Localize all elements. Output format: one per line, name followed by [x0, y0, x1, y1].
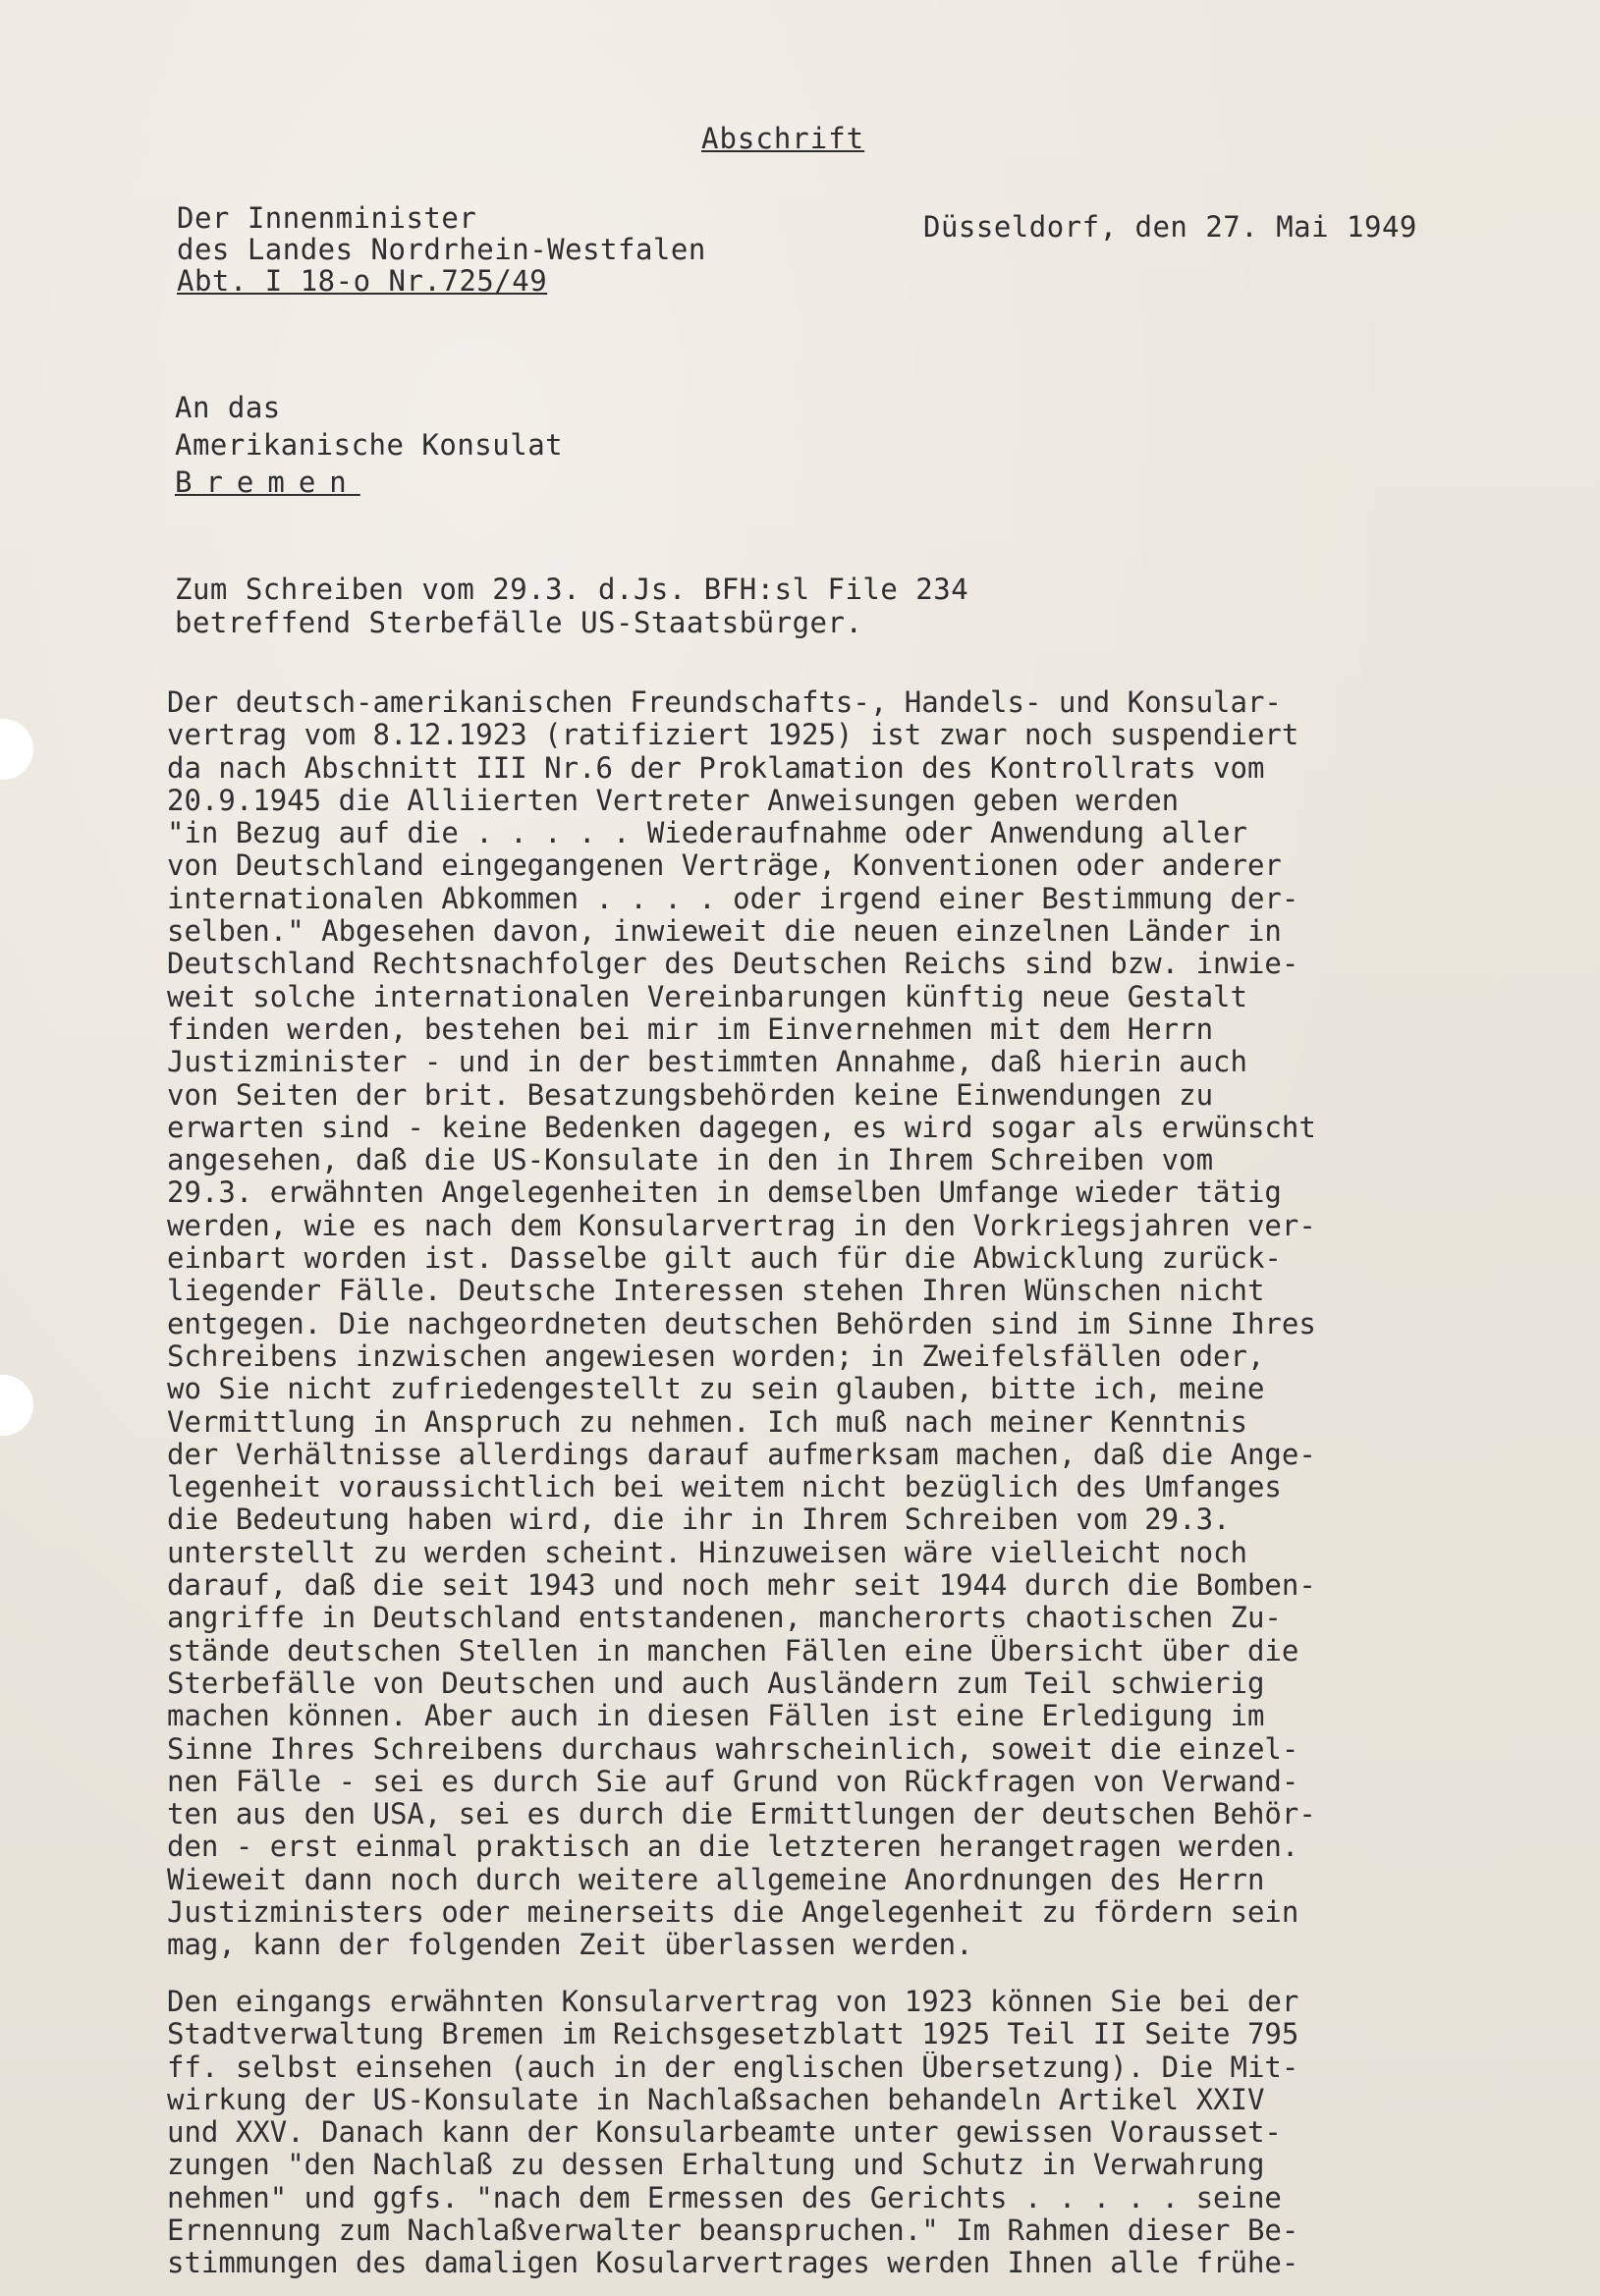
text-line: 20.9.1945 die Alliierten Vertreter Anweisungen geben werden — [167, 784, 1180, 817]
text-line: Justizminister - und in der bestimmten Annahme, daß hierin auch — [167, 1046, 1247, 1079]
text-line: ten aus den USA, sei es durch die Ermittlungen der deutschen Behör- — [167, 1798, 1316, 1831]
text-line: wirkung der US-Konsulate in Nachlaßsachen behandeln Artikel XXIV — [167, 2083, 1265, 2116]
text-line: legenheit voraussichtlich bei weitem nicht bezüglich des Umfanges — [167, 1471, 1282, 1504]
text-line: Stadtverwaltung Bremen im Reichsgesetzblatt 1925 Teil II Seite 795 — [167, 2018, 1299, 2051]
sender-block — [177, 202, 706, 297]
text-line: Schreibens inzwischen angewiesen worden; in Zweifelsfällen oder, — [167, 1339, 1265, 1373]
sender-line-2: des Landes Nordrhein-Westfalen — [177, 233, 706, 266]
text-line: Ernennung zum Nachlaßverwalter beanspruchen." Im Rahmen dieser Be- — [167, 2214, 1299, 2248]
text-line: entgegen. Die nachgeordneten deutschen Behörden sind im Sinne Ihres — [167, 1307, 1316, 1340]
text-line: von Deutschland eingegangenen Verträge, Konventionen oder anderer — [167, 849, 1282, 883]
text-line: da nach Abschnitt III Nr.6 der Proklamation des Kontrollrats vom — [167, 751, 1265, 785]
text-line: "in Bezug auf die . . . . . Wiederaufnahme oder Anwendung aller — [167, 817, 1247, 850]
text-line: zungen "den Nachlaß zu dessen Erhaltung und Schutz in Verwahrung — [167, 2149, 1265, 2182]
punch-hole — [0, 1375, 33, 1436]
text-line: von Seiten der brit. Besatzungsbehörden keine Einwendungen zu — [167, 1078, 1214, 1112]
place-date: Düsseldorf, den 27. Mai 1949 — [923, 210, 1417, 244]
text-line: ff. selbst einsehen (auch in der englischen Übersetzung). Die Mit- — [167, 2050, 1299, 2084]
text-line: Deutschland Rechtsnachfolger des Deutschen Reichs sind bzw. inwie- — [167, 948, 1299, 981]
text-line: nen Fälle - sei es durch Sie auf Grund von Rückfragen von Verwand- — [167, 1765, 1299, 1798]
recipient-line-2: Amerikanische Konsulat — [175, 428, 564, 462]
body-paragraph-2 — [167, 1986, 1532, 2280]
text-line: internationalen Abkommen . . . . oder irgend einer Bestimmung der- — [167, 882, 1299, 915]
text-line: den - erst einmal praktisch an die letzteren herangetragen werden. — [167, 1831, 1299, 1864]
text-line: Den eingangs erwähnten Konsularvertrag von 1923 können Sie bei der — [167, 1986, 1299, 2018]
recipient-city: Bremen — [175, 465, 360, 499]
text-line: liegender Fälle. Deutsche Interessen stehen Ihren Wünschen nicht — [167, 1275, 1265, 1308]
punch-hole — [0, 719, 33, 780]
text-line: selben." Abgesehen davon, inwieweit die neuen einzelnen Länder in — [167, 915, 1282, 949]
text-line: der Verhältnisse allerdings darauf aufmerksam machen, daß die Ange- — [167, 1438, 1316, 1471]
text-line: einbart worden ist. Dasselbe gilt auch für die Abwicklung zurück- — [167, 1242, 1282, 1276]
text-line: vertrag vom 8.12.1923 (ratifiziert 1925) ist zwar noch suspendiert — [167, 719, 1299, 752]
subject-line-2: betreffend Sterbefälle US-Staatsbürger. — [175, 606, 863, 639]
text-line: stimmungen des damaligen Kosularvertrages werden Ihnen alle frühe- — [167, 2247, 1299, 2280]
text-line: Sinne Ihres Schreibens durchaus wahrscheinlich, soweit die einzel- — [167, 1732, 1299, 1766]
text-line: angriffe in Deutschland entstandenen, mancherorts chaotischen Zu- — [167, 1602, 1282, 1635]
text-line: finden werden, bestehen bei mir im Einvernehmen mit dem Herrn — [167, 1012, 1214, 1046]
text-line: Sterbefälle von Deutschen und auch Ausländern zum Teil schwierig — [167, 1667, 1265, 1700]
text-line: darauf, daß die seit 1943 und noch mehr seit 1944 durch die Bomben- — [167, 1569, 1316, 1603]
text-line: machen können. Aber auch in diesen Fällen ist eine Erledigung im — [167, 1700, 1265, 1733]
sender-line-1: Der Innenminister — [177, 201, 477, 235]
text-line: Der deutsch-amerikanischen Freundschafts-, Handels- und Konsular- — [167, 686, 1282, 719]
text-line: werden, wie es nach dem Konsularvertrag in den Vorkriegsjahren ver- — [167, 1209, 1316, 1242]
text-line: Vermittlung in Anspruch zu nehmen. Ich muß nach meiner Kenntnis — [167, 1405, 1247, 1439]
text-line: weit solche internationalen Vereinbarungen künftig neue Gestalt — [167, 980, 1247, 1013]
document-title: Abschrift — [701, 122, 865, 155]
text-line: und XXV. Danach kann der Konsularbeamte unter gewissen Vorausset- — [167, 2116, 1282, 2150]
body-paragraph-1 — [167, 686, 1532, 1962]
text-line: erwarten sind - keine Bedenken dagegen, es wird sogar als erwünscht — [167, 1111, 1316, 1144]
text-line: mag, kann der folgenden Zeit überlassen werden. — [167, 1929, 973, 1962]
recipient-line-1: An das — [175, 391, 281, 424]
text-line: 29.3. erwähnten Angelegenheiten in demselben Umfange wieder tätig — [167, 1176, 1282, 1210]
text-line: die Bedeutung haben wird, die ihr in Ihrem Schreiben vom 29.3. — [167, 1503, 1231, 1537]
text-line: unterstellt zu werden scheint. Hinzuweisen wäre vielleicht noch — [167, 1536, 1247, 1569]
subject-line-1: Zum Schreiben vom 29.3. d.Js. BFH:sl File 234 — [175, 573, 969, 606]
text-line: nehmen" und ggfs. "nach dem Ermessen des Gerichts . . . . . seine — [167, 2181, 1282, 2214]
text-line: Justizministers oder meinerseits die Angelegenheit zu fördern sein — [167, 1895, 1299, 1929]
text-line: stände deutschen Stellen in manchen Fällen eine Übersicht über die — [167, 1634, 1299, 1667]
subject-block — [175, 573, 968, 639]
sender-reference: Abt. I 18-o Nr.725/49 — [177, 264, 548, 298]
recipient-block — [175, 389, 563, 501]
text-line: Wieweit dann noch durch weitere allgemeine Anordnungen des Herrn — [167, 1863, 1265, 1896]
text-line: wo Sie nicht zufriedengestellt zu sein glauben, bitte ich, meine — [167, 1373, 1265, 1406]
text-line: angesehen, daß die US-Konsulate in den in Ihrem Schreiben vom — [167, 1144, 1214, 1177]
